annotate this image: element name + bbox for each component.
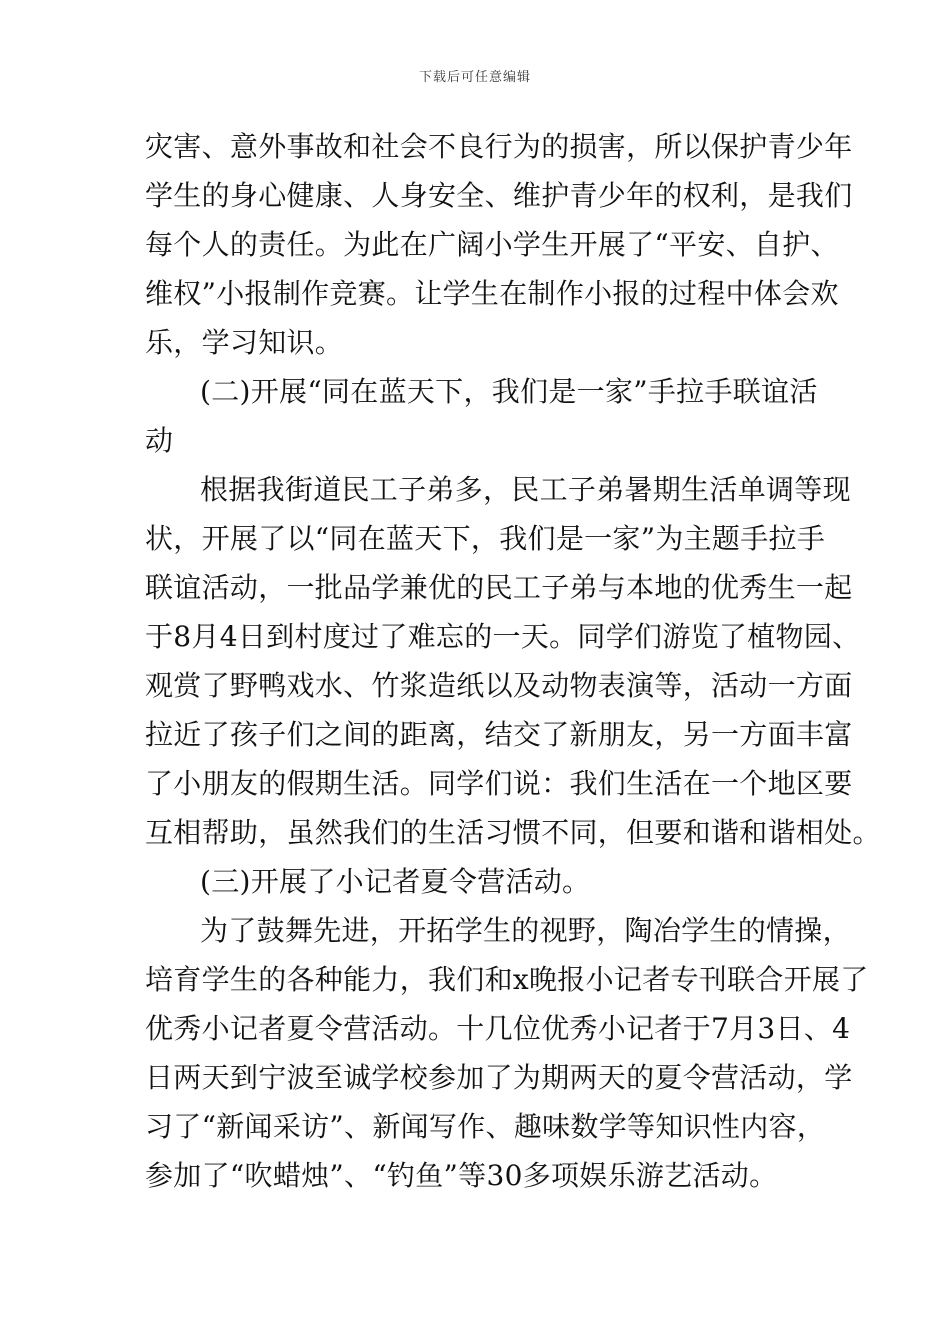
page-header: 下载后可任意编辑 xyxy=(418,70,531,85)
text-line: 参加了“吹蜡烛”、“钓鱼”等30多项娱乐游艺活动。 xyxy=(145,1159,778,1192)
section-heading-line: (三)开展了小记者夏令营活动。 xyxy=(200,865,591,898)
text-line: 为了鼓舞先进，开拓学生的视野，陶冶学生的情操， xyxy=(200,914,851,947)
text-line: 互相帮助，虽然我们的生活习惯不同，但要和谐和谐相处。 xyxy=(145,816,881,849)
text-line: 培育学生的各种能力，我们和x晚报小记者专刊联合开展了 xyxy=(145,963,869,996)
document-body xyxy=(145,122,881,1200)
text-line: 了小朋友的假期生活。同学们说：我们生活在一个地区要 xyxy=(145,767,853,800)
text-line: 日两天到宁波至诚学校参加了为期两天的夏令营活动，学 xyxy=(145,1061,853,1094)
text-line: 习了“新闻采访”、新闻写作、趣味数学等知识性内容， xyxy=(145,1110,826,1143)
text-line: 灾害、意外事故和社会不良行为的损害，所以保护青少年 xyxy=(145,130,853,163)
text-line: 状，开展了以“同在蓝天下，我们是一家”为主题手拉手 xyxy=(145,522,826,555)
text-line: 每个人的责任。为此在广阔小学生开展了“平安、自护、 xyxy=(145,228,839,261)
section-heading-line: 动 xyxy=(145,424,174,457)
text-line: 优秀小记者夏令营活动。十几位优秀小记者于7月3日、4 xyxy=(145,1012,851,1045)
text-line: 维权”小报制作竞赛。让学生在制作小报的过程中体会欢 xyxy=(145,277,839,310)
text-line: 拉近了孩子们之间的距离，结交了新朋友，另一方面丰富 xyxy=(145,718,853,751)
text-line: 观赏了野鸭戏水、竹浆造纸以及动物表演等，活动一方面 xyxy=(145,669,853,702)
section-heading-line: (二)开展“同在蓝天下，我们是一家”手拉手联谊活 xyxy=(200,375,818,408)
text-line: 联谊活动，一批品学兼优的民工子弟与本地的优秀生一起 xyxy=(145,571,853,604)
text-line: 于8月4日到村度过了难忘的一天。同学们游览了植物园、 xyxy=(145,620,861,653)
text-line: 乐，学习知识。 xyxy=(145,326,344,359)
text-line: 学生的身心健康、人身安全、维护青少年的权利，是我们 xyxy=(145,179,853,212)
text-line: 根据我街道民工子弟多，民工子弟暑期生活单调等现 xyxy=(200,473,851,506)
